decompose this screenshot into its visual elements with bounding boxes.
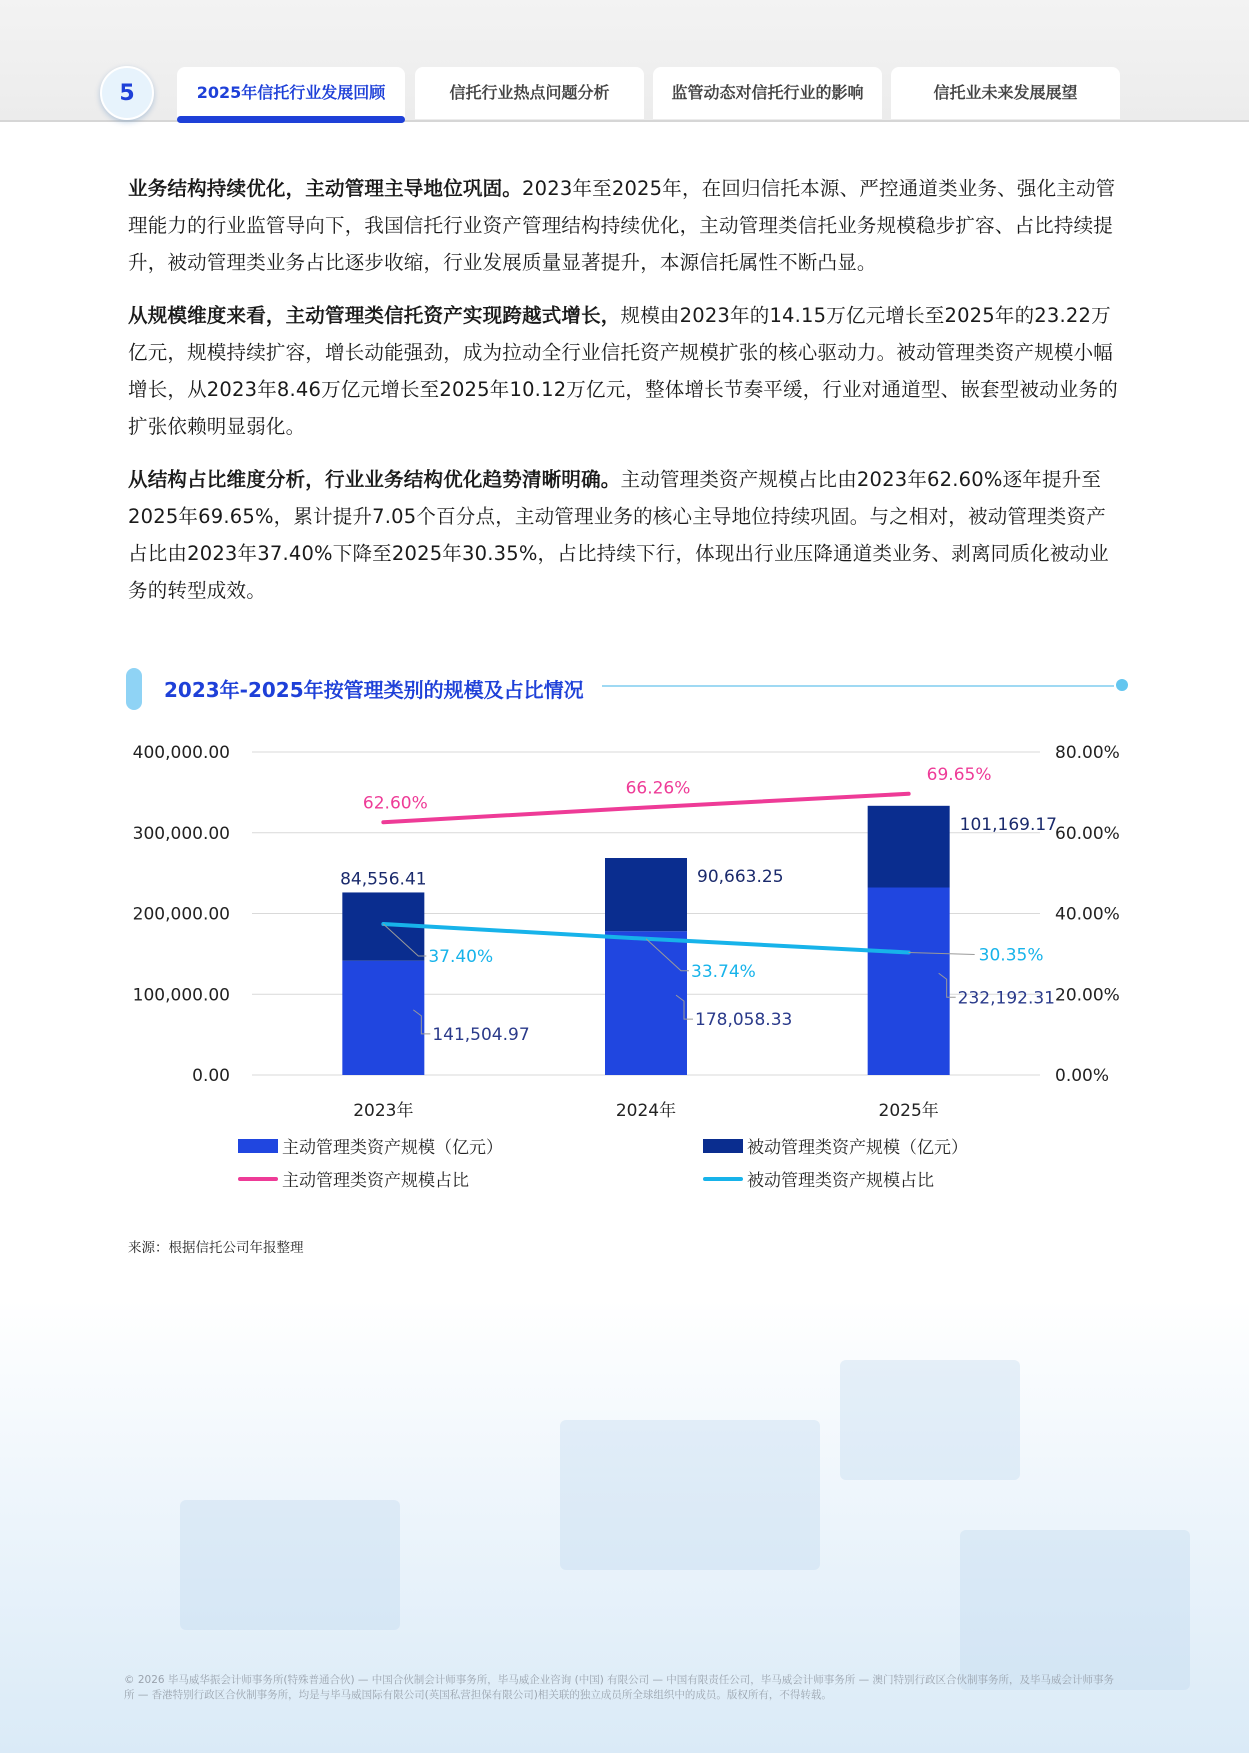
legend-swatch: [703, 1139, 743, 1153]
y-left-tick-label: 300,000.00: [132, 823, 230, 844]
legend-swatch: [238, 1177, 278, 1181]
paragraph-lead: 从规模维度来看，主动管理类信托资产实现跨越式增长，: [128, 304, 621, 327]
y-left-tick-label: 100,000.00: [132, 985, 230, 1006]
data-label-passive-share: 30.35%: [978, 945, 1044, 966]
paragraph-text: 2023年至2025年，在回归信托本源、严控通道类业务、强化主动管理能力的行业监管导向下，我国信托行业资产管理结构持续优化，主动管理类信托业务规模稳步扩容、占比持续提升，被动管理类业务占比逐步收缩，行业发展质量显著提升，本源信托属性不断凸显。: [128, 177, 1116, 274]
legend-swatch: [703, 1177, 743, 1181]
y-right-tick-label: 20.00%: [1055, 985, 1120, 1006]
bar-passive: [868, 806, 950, 888]
legend-label: 主动管理类资产规模占比: [282, 1171, 469, 1191]
deco-shape: [560, 1420, 820, 1570]
legend-item-passive-scale: [703, 1133, 968, 1158]
legend-item-active-share: [238, 1166, 469, 1191]
data-label-active-share: 69.65%: [926, 764, 992, 785]
paragraph-lead: 从结构占比维度分析，行业业务结构优化趋势清晰明确。: [128, 468, 621, 491]
tab-label: 信托业未来发展展望: [933, 82, 1078, 102]
bar-active: [342, 961, 424, 1075]
legend-item-active-scale: [238, 1133, 503, 1158]
deco-shape: [180, 1500, 400, 1630]
data-label-passive: 90,663.25: [697, 867, 784, 888]
data-label-active: 141,504.97: [432, 1024, 530, 1045]
data-label-passive: 101,169.17: [959, 814, 1058, 835]
data-label-passive-share: 33.74%: [691, 961, 756, 982]
data-label-passive-share: 37.40%: [428, 946, 494, 967]
legend-label: 被动管理类资产规模（亿元）: [747, 1138, 968, 1158]
data-label-passive: 84,556.41: [340, 869, 427, 890]
tab-label: 2025年信托行业发展回顾: [196, 82, 386, 102]
y-left-tick-label: 400,000.00: [132, 743, 230, 763]
x-tick-label: 2024年: [615, 1101, 677, 1121]
paragraph-lead: 业务结构持续优化，主动管理主导地位巩固。: [128, 177, 523, 200]
copyright-footer: © 2026 毕马威华振会计师事务所(特殊普通合伙) — 中国合伙制会计师事务所，毕马威企业咨询 (中国) 有限公司 — 中国有限责任公司，毕马威会计师事务所 — 澳门特别行政区合伙制事务所，及毕马威会计师事务所 — 香港特别行政区合伙制事务所，均是与毕马威国际有限公司(英国私营担保有限公司)相关联的独立成员所全球组织中的成员。版权所有，不得转载。: [124, 1674, 1114, 1701]
bar-active: [868, 888, 950, 1075]
x-tick-label: 2025年: [878, 1101, 939, 1121]
source-note: 来源：根据信托公司年报整理: [128, 1240, 304, 1256]
page-number-badge: 5: [100, 66, 154, 120]
data-label-active: 232,192.31: [957, 988, 1056, 1009]
bar-active: [605, 931, 687, 1075]
deco-shape: [960, 1530, 1190, 1690]
y-left-tick-label: 200,000.00: [132, 904, 230, 925]
paragraph-text: 规模由2023年的14.15万亿元增长至2025年的23.22万亿元，规模持续扩容，增长动能强劲，成为拉动全行业信托资产规模扩张的核心驱动力。被动管理类资产规模小幅增长，从2023年8.46万亿元增长至2025年10.12万亿元，整体增长节奏平缓，行业对通道型、嵌套型被动业务的扩张依赖明显弱化。: [128, 304, 1118, 438]
y-right-tick-label: 80.00%: [1055, 743, 1120, 763]
legend-swatch: [238, 1139, 278, 1153]
paragraph-text: 主动管理类资产规模占比由2023年62.60%逐年提升至2025年69.65%，累计提升7.05个百分点，主动管理业务的核心主导地位持续巩固。与之相对，被动管理类资产占比由2023年37.40%下降至2025年30.35%，占比持续下行，体现出行业压降通道类业务、剥离同质化被动业务的转型成效。: [128, 468, 1109, 602]
data-label-active-share: 66.26%: [625, 778, 691, 799]
tab-label: 监管动态对信托行业的影响: [671, 82, 864, 102]
legend-label: 被动管理类资产规模占比: [747, 1171, 934, 1191]
bar-passive: [605, 858, 687, 931]
deco-shape: [840, 1360, 1020, 1480]
y-right-tick-label: 60.00%: [1055, 823, 1120, 844]
legend-label: 主动管理类资产规模（亿元）: [282, 1138, 503, 1158]
data-label-active: 178,058.33: [695, 1010, 793, 1031]
y-left-tick-label: 0.00: [192, 1066, 230, 1086]
chart-title: 2023年-2025年按管理类别的规模及占比情况: [164, 678, 584, 702]
y-right-tick-label: 40.00%: [1055, 904, 1120, 925]
tab-label: 信托行业热点问题分析: [449, 82, 610, 102]
legend-item-passive-share: [703, 1166, 934, 1191]
data-label-active-share: 62.60%: [362, 793, 428, 814]
y-right-tick-label: 0.00%: [1055, 1066, 1110, 1086]
x-tick-label: 2023年: [353, 1101, 414, 1121]
